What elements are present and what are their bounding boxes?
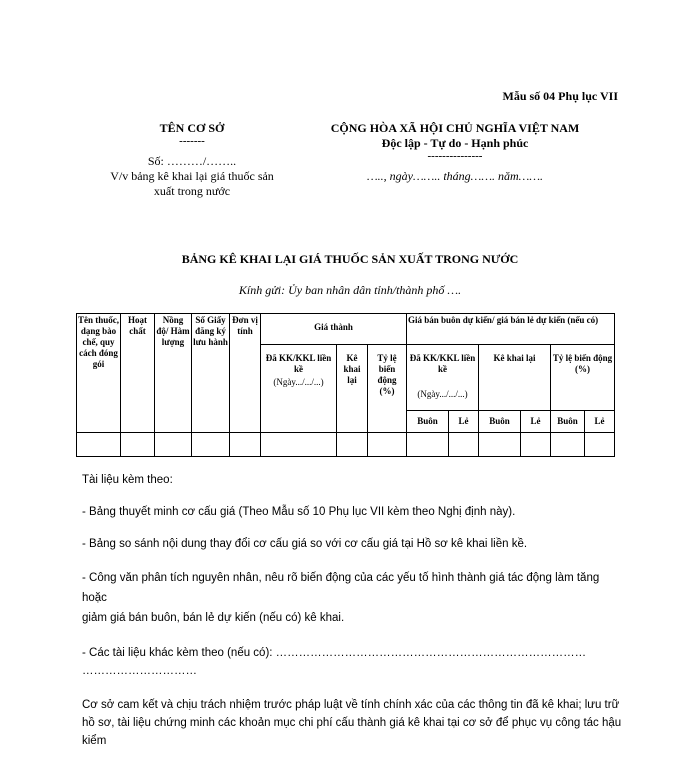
header-cost-group: Giá thành (261, 314, 407, 345)
commitment-line-3: kiểm (82, 735, 107, 747)
table-cell (585, 433, 615, 457)
header-unit: Đơn vị tính (230, 314, 261, 433)
table-cell (521, 433, 551, 457)
attachment-item-4-line-1: - Các tài liệu khác kèm theo (nếu có): ……………………………………………………………………… (82, 647, 587, 659)
header-cost-declared: Kê khai lại (337, 345, 368, 433)
cost-registered-label: Đã KK/KKL liền kề (265, 353, 332, 374)
table-cell (551, 433, 585, 457)
document-number: Số: ………/…….. (147, 154, 237, 168)
table-cell (479, 433, 521, 457)
attachment-item-3 (82, 568, 622, 628)
attachment-item-1: - Bảng thuyết minh cơ cấu giá (Theo Mẫu số 10 Phụ lục VII kèm theo Nghị định này). (82, 506, 516, 518)
country-name: CỘNG HÒA XÃ HỘI CHỦ NGHĨA VIỆT NAM (330, 121, 580, 135)
table-cell (337, 433, 368, 457)
header-retail-registered: Lẻ (449, 411, 479, 433)
recipient: Kính gửi: Ủy ban nhân dân tỉnh/thành phố …. (238, 283, 462, 297)
table-cell (368, 433, 407, 457)
motto-underline: --------------- (427, 150, 483, 162)
header-wholesale-change: Buôn (551, 411, 585, 433)
header-registration-number: Số Giấy đăng ký lưu hành (192, 314, 230, 433)
attachment-item-4 (82, 644, 622, 680)
header-retail-change: Lẻ (585, 411, 615, 433)
header-retail-declared: Lẻ (521, 411, 551, 433)
date-line: ….., ngày…….. tháng……. năm……. (366, 169, 543, 183)
document-title: BẢNG KÊ KHAI LẠI GIÁ THUỐC SẢN XUẤT TRONG NƯỚC (181, 252, 519, 266)
header-price-group: Giá bán buôn dự kiến/ giá bán lẻ dự kiến (nếu có) (407, 314, 615, 345)
header-price-change: Tỷ lệ biến động (%) (551, 345, 615, 411)
motto: Độc lập - Tự do - Hạnh phúc (381, 136, 529, 150)
commitment-line-2: hồ sơ, tài liệu chứng minh các khoản mục chi phí cấu thành giá kê khai tại cơ sở để phục vụ công tác hậu (82, 717, 622, 729)
table-cell (155, 433, 192, 457)
table-cell (121, 433, 155, 457)
commitment-paragraph (82, 696, 622, 750)
attachment-item-4-line-2: ………………………… (82, 665, 197, 677)
table-cell (261, 433, 337, 457)
attachments-section (82, 472, 622, 766)
org-underline: ------- (179, 135, 205, 147)
national-header (290, 121, 620, 184)
table-row (77, 433, 615, 457)
table-cell (449, 433, 479, 457)
attachment-item-2: - Bảng so sánh nội dung thay đổi cơ cấu giá so với cơ cấu giá tại Hồ sơ kê khai liền kề. (82, 538, 528, 550)
table-cell (407, 433, 449, 457)
attachment-item-3-line-1: - Công văn phân tích nguyên nhân, nêu rõ biến động của các yếu tố hình thành giá tác động làm tăng hoặc (82, 572, 600, 604)
commitment-line-1: Cơ sở cam kết và chịu trách nhiệm trước pháp luật về tính chính xác của các thông tin đã kê khai; lưu trữ (82, 699, 620, 711)
price-registered-label: Đã KK/KKL liền kề (409, 353, 476, 374)
table-cell (192, 433, 230, 457)
header-cost-registered (261, 345, 337, 433)
price-registered-date: (Ngày.../.../...) (417, 389, 468, 399)
form-code: Mẫu số 04 Phụ lục VII (502, 89, 618, 103)
header-price-registered (407, 345, 479, 411)
header-wholesale-registered: Buôn (407, 411, 449, 433)
table-cell (230, 433, 261, 457)
table-cell (77, 433, 121, 457)
header-concentration: Nồng độ/ Hàm lượng (155, 314, 192, 433)
price-declaration-table (76, 313, 615, 457)
header-price-declared: Kê khai lại (479, 345, 551, 411)
attachment-item-3-line-2: giảm giá bán buôn, bán lẻ dự kiến (nếu có) kê khai. (82, 612, 345, 624)
org-name: TÊN CƠ SỞ (159, 121, 225, 135)
subject-line-2: xuất trong nước (153, 184, 231, 198)
attachments-heading: Tài liệu kèm theo: (82, 474, 173, 486)
header-wholesale-declared: Buôn (479, 411, 521, 433)
header-active-ingredient: Hoạt chất (121, 314, 155, 433)
subject-line-1: V/v bảng kê khai lại giá thuốc sản (110, 169, 274, 183)
header-cost-change: Tỷ lệ biến động (%) (368, 345, 407, 433)
cost-registered-date: (Ngày.../.../...) (273, 377, 324, 387)
header-drug-name: Tên thuốc, dạng bào chế, quy cách đóng gói (77, 314, 121, 433)
org-header (92, 121, 292, 199)
